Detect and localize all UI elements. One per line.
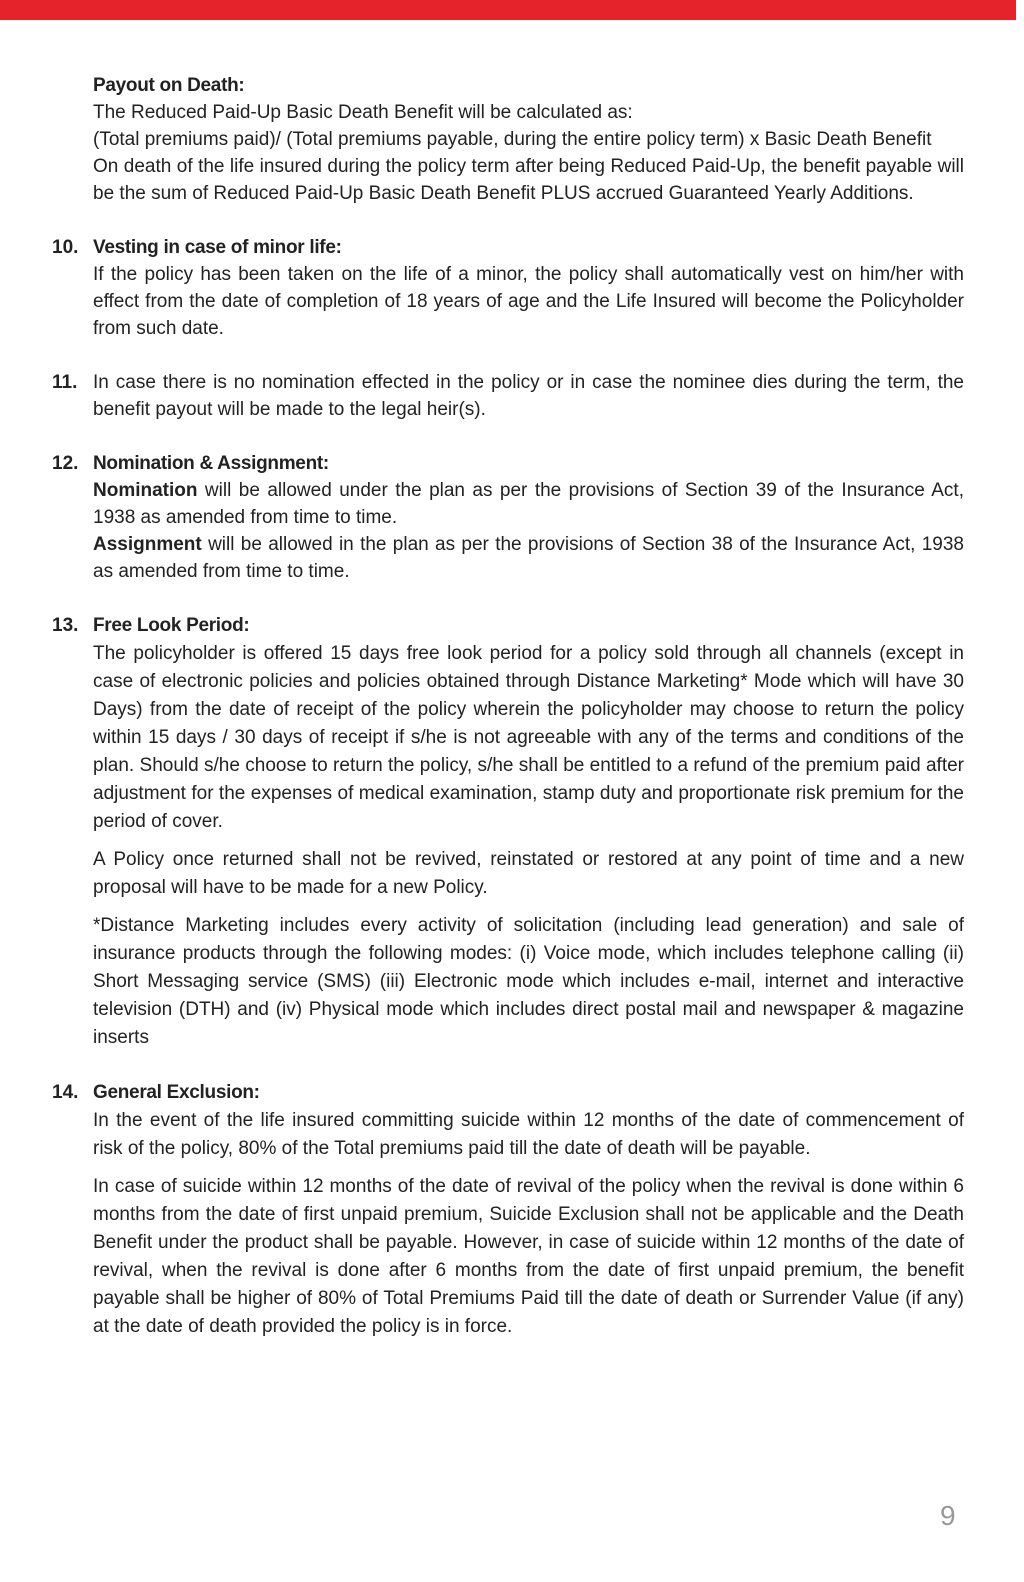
payout-line-2: (Total premiums paid)/ (Total premiums payable, during the entire policy term) x Basic Death Benefit — [93, 129, 932, 150]
page-number: 9 — [940, 1500, 956, 1531]
section-heading: Free Look Period: — [93, 615, 250, 636]
section-text: If the policy has been taken on the life of a minor, the policy shall automatically vest on him/her with effect from the date of completion of 18 years of age and the Life Insured will become the Policyholder from such date. — [93, 264, 964, 339]
section-12 — [52, 450, 964, 585]
section-10 — [52, 234, 964, 342]
payout-line-1: The Reduced Paid-Up Basic Death Benefit will be calculated as: — [93, 102, 633, 123]
section-heading: Vesting in case of minor life: — [93, 237, 342, 258]
section-number: 10. — [52, 237, 79, 258]
section-14 — [52, 1079, 964, 1341]
assignment-text: will be allowed in the plan as per the provisions of Section 38 of the Insurance Act, 1938 as amended from time to time. — [93, 534, 964, 582]
payout-on-death-section — [52, 72, 964, 207]
payout-heading: Payout on Death: — [93, 75, 245, 96]
section-11 — [52, 369, 964, 423]
section-heading: Nomination & Assignment: — [93, 453, 329, 474]
section-number: 14. — [52, 1082, 79, 1103]
payout-line-3: On death of the life insured during the policy term after being Reduced Paid-Up, the benefit payable will be the sum of Reduced Paid-Up Basic Death Benefit PLUS accrued Guaranteed Yearly Additions. — [93, 156, 964, 204]
top-accent-bar — [0, 0, 1016, 20]
nomination-paragraph — [93, 477, 964, 531]
nomination-label: Nomination — [93, 480, 198, 501]
section-text: In case there is no nomination effected in the policy or in case the nominee dies during the term, the benefit payout will be made to the legal heir(s). — [93, 372, 964, 420]
section-number: 11. — [52, 372, 78, 393]
assignment-paragraph — [93, 531, 964, 585]
exclusion-paragraph-1: In the event of the life insured committing suicide within 12 months of the date of commencement of risk of the policy, 80% of the Total premiums paid till the date of death will be payable. — [93, 1110, 964, 1159]
section-13 — [52, 612, 964, 1052]
free-look-paragraph-2: A Policy once returned shall not be revived, reinstated or restored at any point of time and a new proposal will have to be made for a new Policy. — [93, 849, 964, 898]
document-body — [52, 72, 964, 1341]
section-number: 12. — [52, 453, 79, 474]
exclusion-paragraph-2: In case of suicide within 12 months of the date of revival of the policy when the revival is done within 6 months from the date of first unpaid premium, Suicide Exclusion shall not be applicable and the Death Benefit under the product shall be payable. However, in case of suicide within 12 months of the date of revival, when the revival is done after 6 months from the date of first unpaid premium, the benefit payable shall be higher of 80% of Total Premiums Paid till the date of death or Surrender Value (if any) at the date of death provided the policy is in force. — [93, 1176, 964, 1337]
section-number: 13. — [52, 615, 79, 636]
nomination-text: will be allowed under the plan as per the provisions of Section 39 of the Insurance Act, 1938 as amended from time to time. — [93, 480, 964, 528]
distance-marketing-note: *Distance Marketing includes every activity of solicitation (including lead generation) and sale of insurance products through the following modes: (i) Voice mode, which includes telephone calling (ii) Short Messaging service (SMS) (iii) Electronic mode which includes e-mail, internet and interactive television (DTH) and (iv) Physical mode which includes direct postal mail and newspaper & magazine inserts — [93, 915, 964, 1048]
assignment-label: Assignment — [93, 534, 202, 555]
free-look-paragraph-1: The policyholder is offered 15 days free look period for a policy sold through all channels (except in case of electronic policies and policies obtained through Distance Marketing* Mode which will have 30 Days) from the date of receipt of the policy wherein the policyholder may choose to return the policy within 15 days / 30 days of receipt if s/he is not agreeable with any of the terms and conditions of the plan. Should s/he choose to return the policy, s/he shall be entitled to a refund of the premium paid after adjustment for the expenses of medical examination, stamp duty and proportionate risk premium for the period of cover. — [93, 643, 964, 832]
section-heading: General Exclusion: — [93, 1082, 260, 1103]
